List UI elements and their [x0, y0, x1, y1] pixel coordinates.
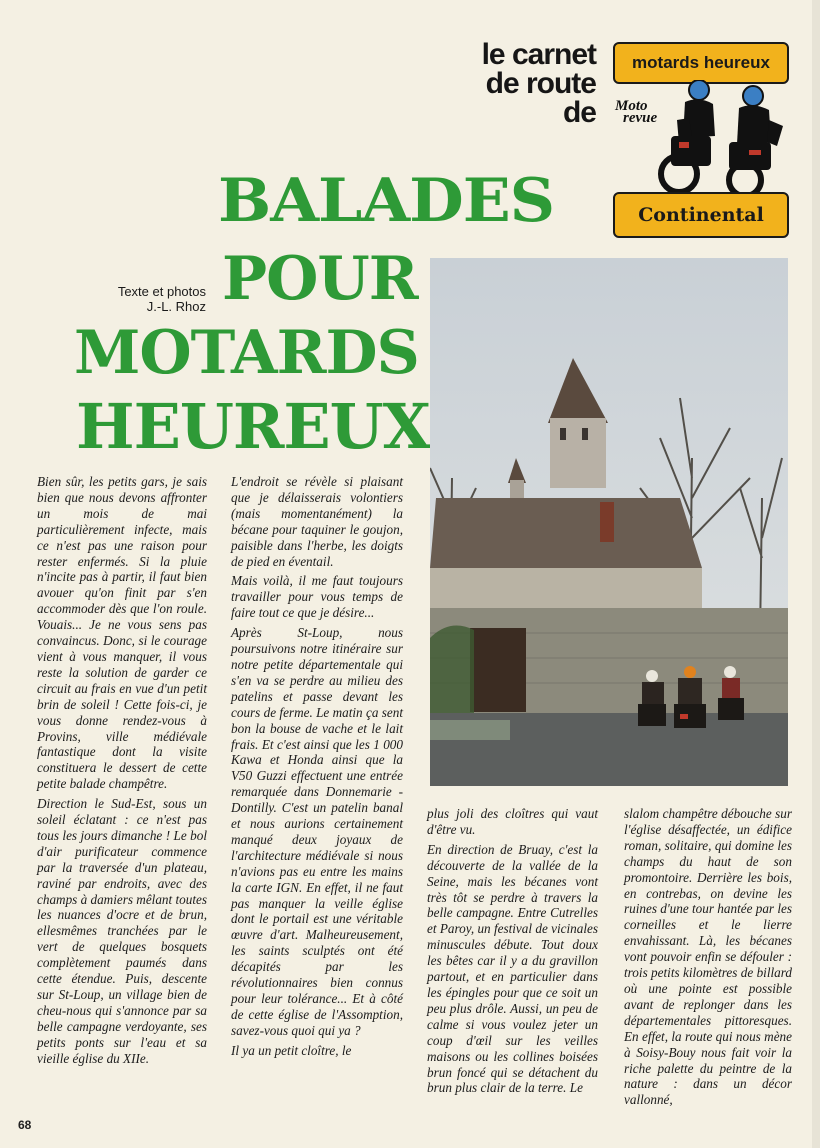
paragraph: plus joli des cloîtres qui vaut d'être vu.	[427, 806, 598, 837]
paragraph: Il ya un petit cloître, le	[231, 1042, 352, 1058]
paragraph: Direction le Sud-Est, sous un soleil éclatant : ce n'est pas tous les jours dimanche ! Le bol d'air purificateur commence par la traversée d'un plateau, raviné par endroits, avec des champs à damiers mêlant toutes les nuances d'ocre et de brun, ellesmêmes tranchées par le vert de quelques bosquets complètement paumés dans cette étendue. Puis, descente sur St-Loup, un village bien de cheu-nous qui s'annonce par sa belle campagne verdoyante, ses petits ponts sur l'eau et sa vieille église du XIIe.	[37, 796, 207, 1066]
title-line-2: POUR	[222, 244, 418, 314]
motorcycle-riders-illustration	[649, 80, 789, 200]
continental-logo: Continental	[613, 192, 789, 238]
church-bikers-photo	[430, 258, 788, 786]
carnet-line-1: le carnet	[481, 38, 596, 71]
paragraph: En direction de Bruay, c'est la découverte de la vallée de la Seine, mais les bécanes vont très tôt se perdre à travers la belle campagne. Entre Cutrelles et Paroy, un festival de vicinales minuscules débute. Tout doux les bêtes car il y a du gravillon partout, et en particulier dans les épingles pour que ce soit un peu plus drôle. Aussi, un peu de calme si vous voulez jeter un coup d'œil sur les veilles maisons ou les collines boisées brun foncé qui se détachent du brun plus clair de la terre. Le	[427, 841, 598, 1096]
text-column-4	[624, 806, 792, 1112]
page-edge	[812, 0, 820, 1148]
photo-illustration	[430, 258, 788, 786]
title-line-4: HEUREUX	[76, 390, 430, 463]
moto-revue-logo: Moto revue	[615, 98, 658, 126]
motards-heureux-badge	[613, 42, 789, 240]
author-credit: Texte et photos J.-L. Rhoz	[117, 284, 206, 314]
badge-top-label: motards heureux	[613, 42, 789, 84]
text-column-3	[427, 806, 598, 1100]
page-number: 68	[18, 1118, 32, 1132]
text-column-1	[37, 474, 207, 1071]
paragraph: L'endroit se révèle si plaisant que je délaisserais volontiers (mais momentanément) la bécane pour taquiner le goujon, paisible dans l'herbe, les doigts de pied en éventail.	[231, 474, 403, 569]
paragraph: Bien sûr, les petits gars, je sais bien que nous devons affronter un mois de mai particulièrement infecte, mais ce n'est pas une raison pour rester enfermés. Si la pluie n'incite pas à partir, il faut bien avouer qu'on finit par s'en accommoder dès que l'on roule. Vouais... Je ne vous sens pas convaincus. Donc, si le courage vient à vous manquer, il vous reste la solution de garder ce circuit au frais en vue d'un petit brin de soleil ! Cette fois-ci, je vous donne rendez-vous à Provins, ville médiévale fantastique dont la visite constituera le dessert de cette petite balade champêtre.	[37, 474, 207, 792]
title-line-1: BALADES	[218, 166, 555, 236]
paragraph: slalom champêtre débouche sur l'église désaffectée, un édifice roman, solitaire, qui domine les champs du haut de son promontoire. Derrière les bois, en contrebas, on devine les ruines d'une tour hantée par les corneilles et le lierre envahissant. Là, les bécanes vont pouvoir enfin se défouler : trois petits kilomètres de billard où une pointe est possible avant de replonger dans les départementales pittoresques. En effet, la route qui nous mène à Soisy-Bouy nous fait voir la riche palette du peintre de la nature : dans un décor vallonné,	[624, 806, 793, 1108]
paragraph: Mais voilà, il me faut toujours travailler pour vous temps de faire tout ce que je désire...	[231, 573, 403, 621]
paragraph: Après St-Loup, nous poursuivons notre itinéraire sur notre petite départementale qui s'en va se perdre au milieu des patelins et passe devant les cours de ferme. Le matin ça sent bon la bouse de vache et le lait frais. Et c'est ainsi que les 1 000 Kawa et Honda ainsi que la V50 Guzzi effectuent une entrée remarquée dans Donnemarie - Dontilly. C'est un patelin banal et nous aurions certainement manqué deux joyaux de l'architecture médiévale si nous n'avions pas eu entre les mains la carte IGN. En effet, il ne faut pas manquer la veille église dont le portail est une véritable œuvre d'art. Malheureusement, les saints sculptés ont été décapités par les révolutionnaires bien connus pour leur tolérance... Et à côté de cette église de l'Assomption, savez-vous quoi qui ya ?	[231, 625, 403, 1038]
text-column-2	[231, 474, 403, 1063]
carnet-de-route-heading	[396, 40, 596, 127]
carnet-line-3: de	[562, 96, 596, 129]
title-line-3: MOTARDS	[74, 318, 419, 388]
carnet-line-2: de route	[485, 67, 596, 100]
